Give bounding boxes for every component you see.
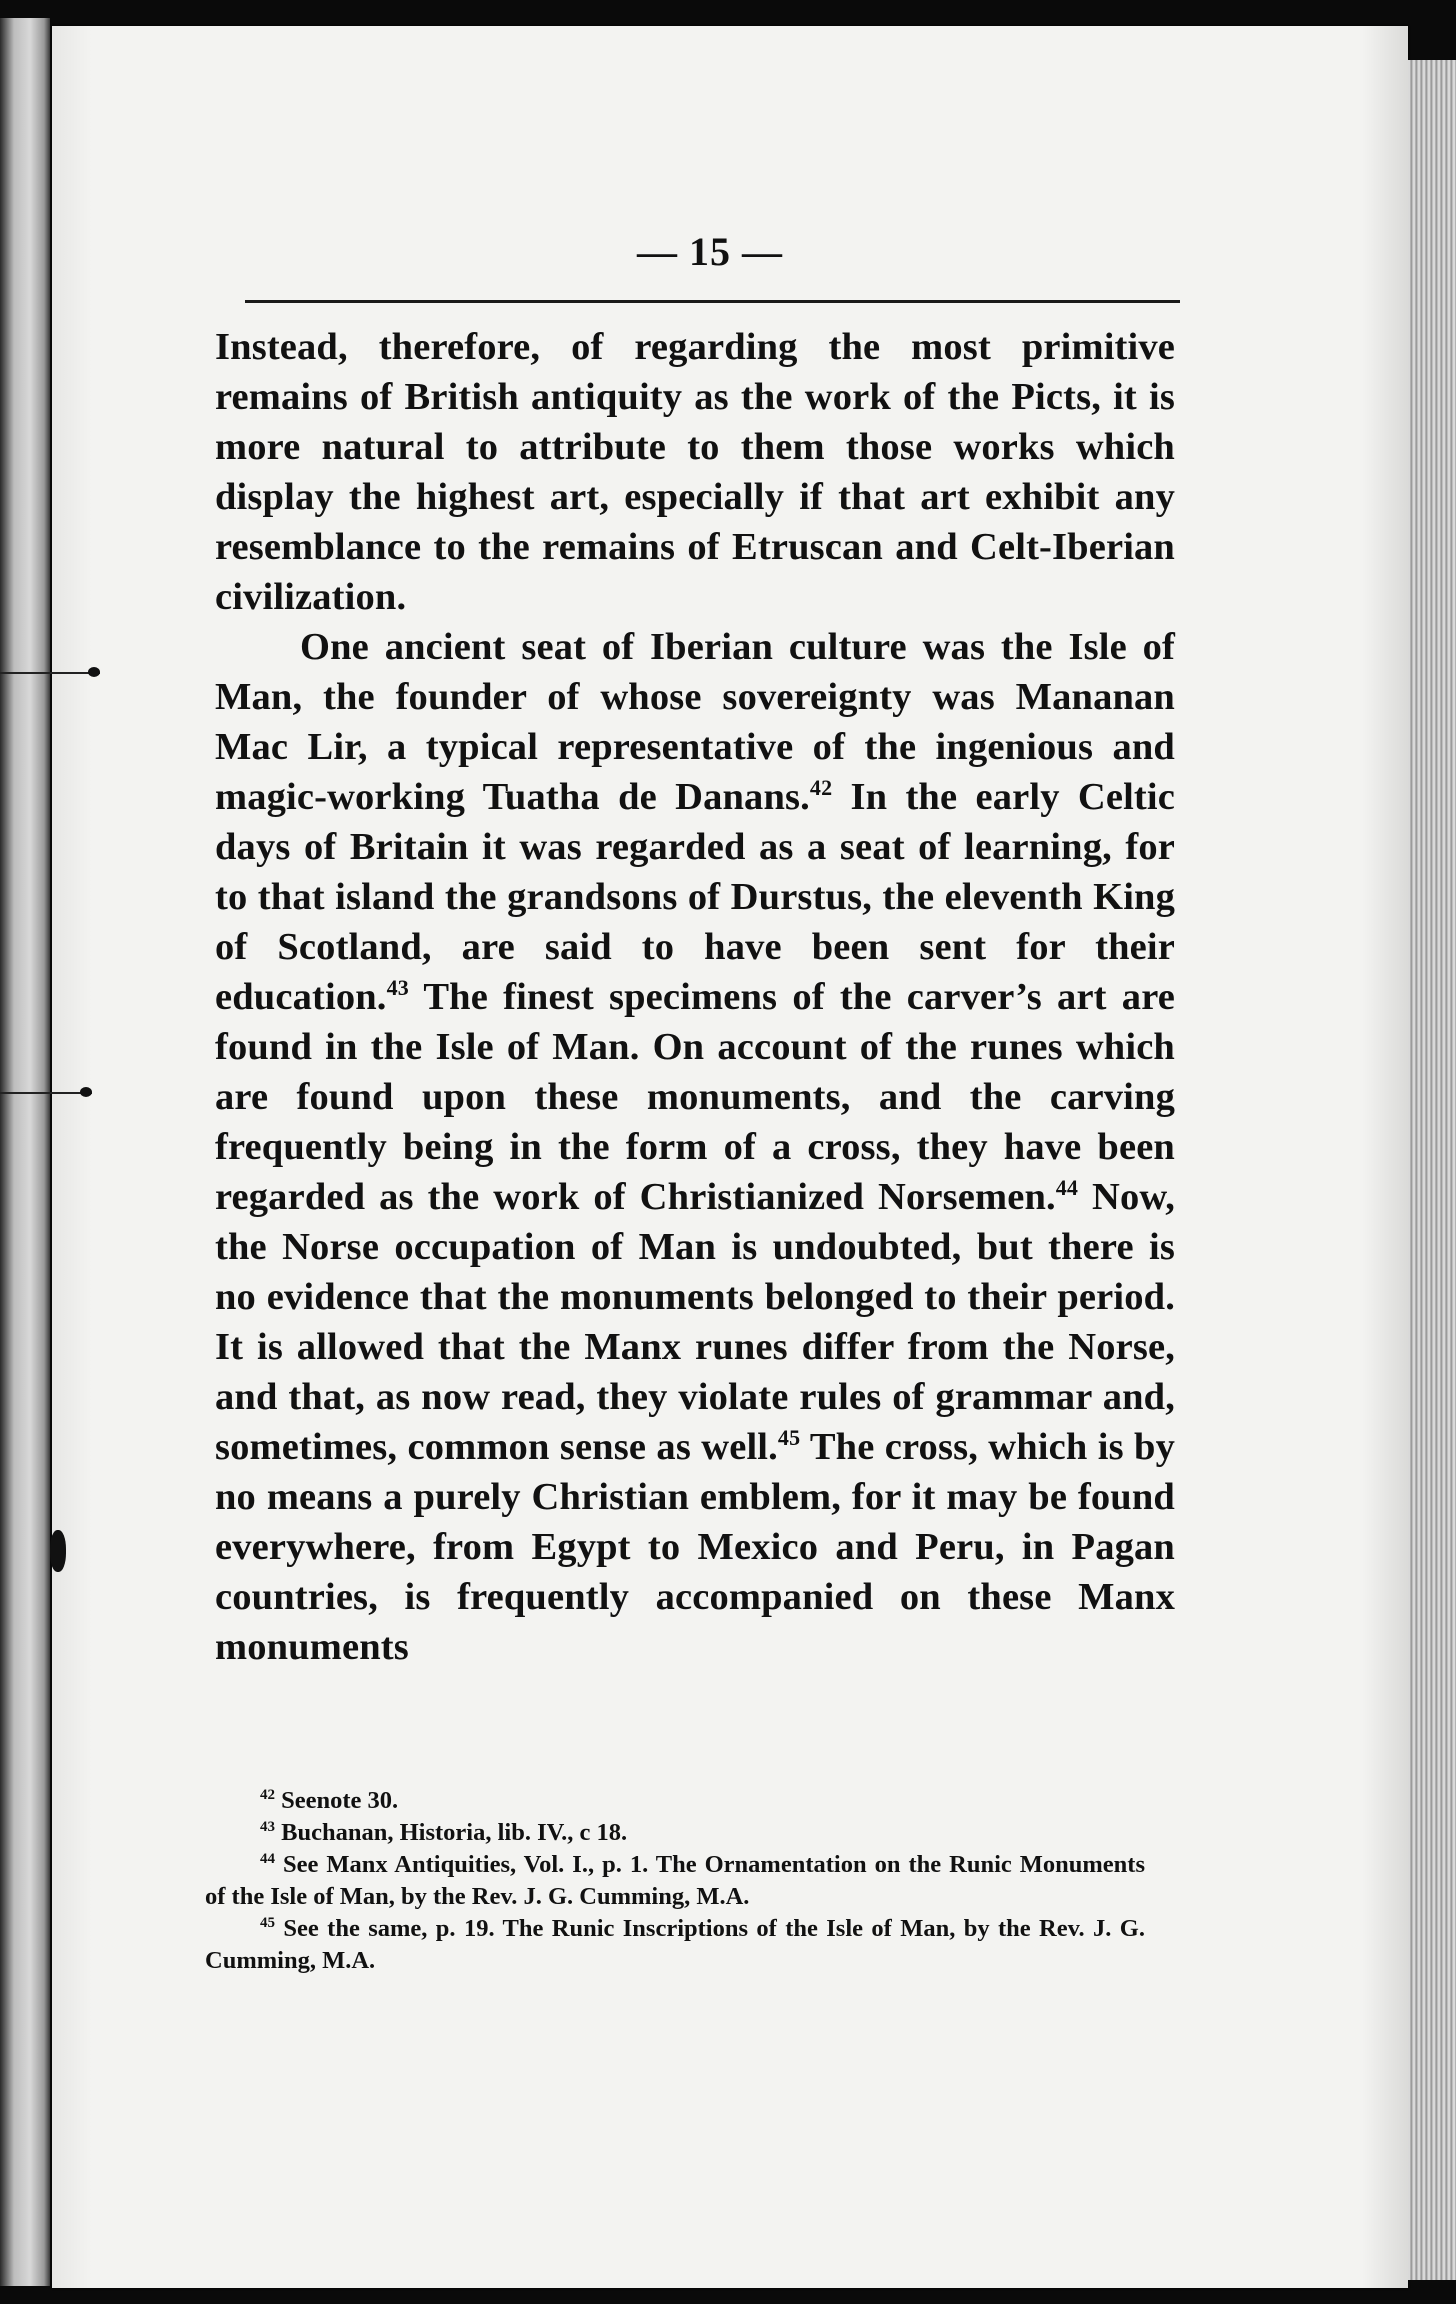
text-run: In the early Celtic days of Britain it was regarded as a seat of learning, for to that island the grandsons of Durstus, the eleventh King of Scotland, are said to have been sent for their education. xyxy=(215,776,1175,1018)
footnote-mark: 43 xyxy=(260,1819,275,1835)
text-run: The cross, which is by no means a purely Christian emblem, for it may be found everywhere, from Egypt to Mexico and Peru, in Pagan countries, is frequently accompanied on these Manx monuments xyxy=(215,1426,1175,1668)
text-run: Now, the Norse occupation of Man is undoubted, but there is no evidence that the monuments belonged to their period. It is allowed that the Manx runes differ from the Norse, and that, as now read, they violate rules of grammar and, sometimes, common sense as well. xyxy=(215,1176,1175,1468)
footnote-text: See Manx Antiquities, Vol. I., p. 1. The Ornamentation on the Runic Monuments of the Isle of Man, by the Rev. J. G. Cumming, M.A. xyxy=(205,1851,1145,1910)
footnote-42 xyxy=(205,1785,1145,1817)
footnote-ref-43: 43 xyxy=(386,975,409,1000)
footnote-mark: 42 xyxy=(260,1787,275,1803)
paragraph-1 xyxy=(215,322,1175,622)
text-run: The finest specimens of the carver’s art are found in the Isle of Man. On account of the runes which are found upon these monuments, and the carving frequently being in the form of a cross, they have been regarded as the work of Christianized Norsemen. xyxy=(215,976,1175,1218)
text-run: Instead, therefore, of regarding the most primitive remains of British antiquity as the work of the Picts, it is more natural to attribute to them those works which display the highest art, especially if that art exhibit any resemblance to the remains of Etruscan and Celt-Iberian civilization. xyxy=(215,326,1175,618)
footnote-mark: 45 xyxy=(260,1915,275,1931)
footnote-mark: 44 xyxy=(260,1851,275,1867)
page-number: — 15 — xyxy=(637,229,783,274)
footnote-text: Buchanan, Historia, lib. IV., c 18. xyxy=(275,1819,628,1846)
header-rule xyxy=(245,300,1180,303)
footnote-ref-42: 42 xyxy=(809,775,833,800)
footnote-ref-44: 44 xyxy=(1055,1175,1079,1200)
footnote-text: Seenote 30. xyxy=(275,1787,399,1814)
body-text xyxy=(215,322,1175,1672)
text-run: One ancient seat of Iberian culture was the Isle of Man, the founder of whose sovereignty was Mananan Mac Lir, a typical representative of the ingenious and magic-working Tuatha de Danans. xyxy=(215,626,1175,818)
paragraph-2 xyxy=(215,622,1175,1672)
footnote-45 xyxy=(205,1913,1145,1977)
footnote-ref-45: 45 xyxy=(777,1425,801,1450)
footnote-44 xyxy=(205,1849,1145,1913)
footnotes xyxy=(205,1785,1145,1977)
footnote-text: See the same, p. 19. The Runic Inscriptions of the Isle of Man, by the Rev. J. G. Cumming, M.A. xyxy=(205,1915,1145,1974)
footnote-43 xyxy=(205,1817,1145,1849)
